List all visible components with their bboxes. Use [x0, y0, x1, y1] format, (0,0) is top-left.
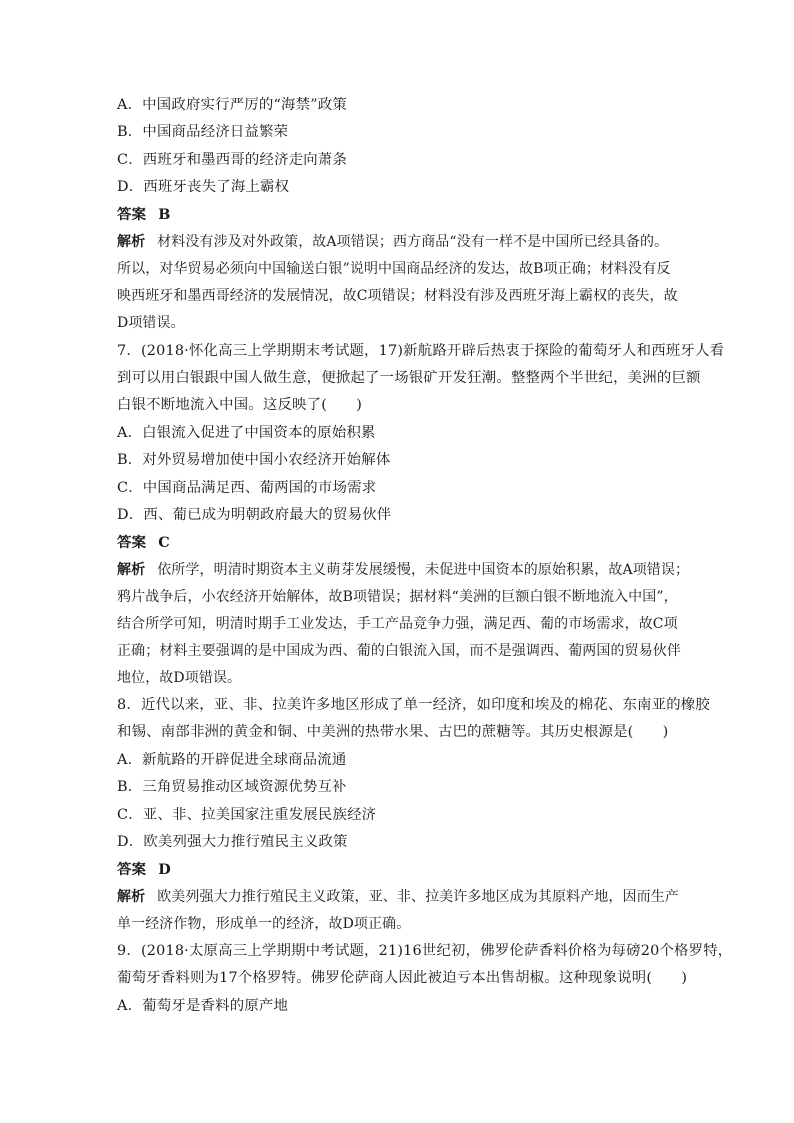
q8-stem-line-1: 8．近代以来，亚、非、拉美许多地区形成了单一经济，如印度和埃及的棉花、东南亚的橡胶: [117, 697, 710, 713]
q9-stem-line-1: 9．(2018·太原高三上学期期中考试题，21)16世纪初，佛罗伦萨香料价格为每磅20个格罗特，: [117, 943, 733, 959]
q8-option-d: D．欧美列强大力推行殖民主义政策: [117, 834, 348, 850]
q7-analysis-line-1: 解析 依所学，明清时期资本主义萌芽发展缓慢，未促进中国资本的原始积累，故A项错误；: [117, 562, 690, 578]
q6-option-c: C．西班牙和墨西哥的经济走向萧条: [117, 152, 348, 168]
q7-analysis-line-5: 地位，故D项错误。: [117, 670, 242, 686]
q6-option-d: D．西班牙丧失了海上霸权: [117, 179, 290, 195]
q6-analysis-line-3: 映西班牙和墨西哥经济的发展情况，故C项错误；材料没有涉及西班牙海上霸权的丧失，故: [117, 288, 678, 304]
q6-analysis-line-4: D项错误。: [117, 315, 185, 331]
q7-option-a: A．白银流入促进了中国资本的原始积累: [117, 425, 376, 441]
q7-analysis-line-3: 结合所学可知，明清时期手工业发达，手工产品竞争力强，满足西、葡的市场需求，故C项: [117, 616, 678, 632]
q8-option-b: B．三角贸易推动区域资源优势互补: [117, 779, 347, 795]
q8-option-c: C．亚、非、拉美国家注重发展民族经济: [117, 807, 377, 823]
q8-answer-value: D: [158, 861, 171, 878]
q7-analysis-line-4: 正确；材料主要强调的是中国成为西、葡的白银流入国，而不是强调西、葡两国的贸易伙伴: [117, 643, 681, 659]
q6-option-a: A．中国政府实行严厉的“海禁”政策: [117, 97, 347, 113]
q6-answer: [117, 205, 171, 225]
q9-option-a: A．葡萄牙是香料的原产地: [117, 998, 289, 1014]
q8-answer: [117, 860, 171, 880]
answer-label: 答案: [117, 861, 147, 878]
answer-label: 答案: [117, 206, 147, 223]
answer-label: 答案: [117, 534, 147, 551]
q7-answer-value: C: [158, 534, 170, 551]
q7-option-c: C．中国商品满足西、葡两国的市场需求: [117, 480, 377, 496]
q9-stem-line-2: 葡萄牙香料则为17个格罗特。佛罗伦萨商人因此被迫亏本出售胡椒。这种现象说明( ): [117, 970, 688, 986]
q6-analysis-line-2: 所以，对华贸易必须向中国输送白银”说明中国商品经济的发达，故B项正确；材料没有反: [117, 261, 671, 277]
q6-answer-value: B: [158, 206, 171, 223]
q7-stem-line-2: 到可以用白银跟中国人做生意，便掀起了一场银矿开发狂潮。整整两个半世纪，美洲的巨额: [117, 370, 701, 386]
q6-analysis-line-1: 解析 材料没有涉及对外政策，故A项错误；西方商品“没有一样不是中国所已经具备的。: [117, 234, 669, 250]
q6-option-b: B．中国商品经济日益繁荣: [117, 124, 289, 140]
q7-option-b: B．对外贸易增加使中国小农经济开始解体: [117, 452, 391, 468]
q8-analysis-line-1: 解析 欧美列强大力推行殖民主义政策，亚、非、拉美许多地区成为其原料产地，因而生产: [117, 889, 679, 905]
q7-option-d: D．西、葡已成为明朝政府最大的贸易伙伴: [117, 507, 392, 523]
analysis-label: 解析: [117, 234, 146, 250]
q7-stem-line-3: 白银不断地流入中国。这反映了( ): [117, 397, 363, 413]
q8-option-a: A．新航路的开辟促进全球商品流通: [117, 752, 347, 768]
q7-stem-line-1: 7．(2018·怀化高三上学期期末考试题，17)新航路开辟后热衷于探险的葡萄牙人和西班牙人看: [117, 343, 725, 359]
q7-analysis-line-2: 鸦片战争后，小农经济开始解体，故B项错误；据材料“美洲的巨额白银不断地流入中国”，: [117, 589, 678, 605]
q8-stem-line-2: 和锡、南部非洲的黄金和铜、中美洲的热带水果、古巴的蔗糖等。其历史根源是( ): [117, 724, 669, 740]
q8-analysis-line-2: 单一经济作物，形成单一的经济，故D项正确。: [117, 916, 411, 932]
analysis-label: 解析: [117, 889, 146, 905]
q7-answer: [117, 533, 170, 553]
analysis-label: 解析: [117, 562, 146, 578]
